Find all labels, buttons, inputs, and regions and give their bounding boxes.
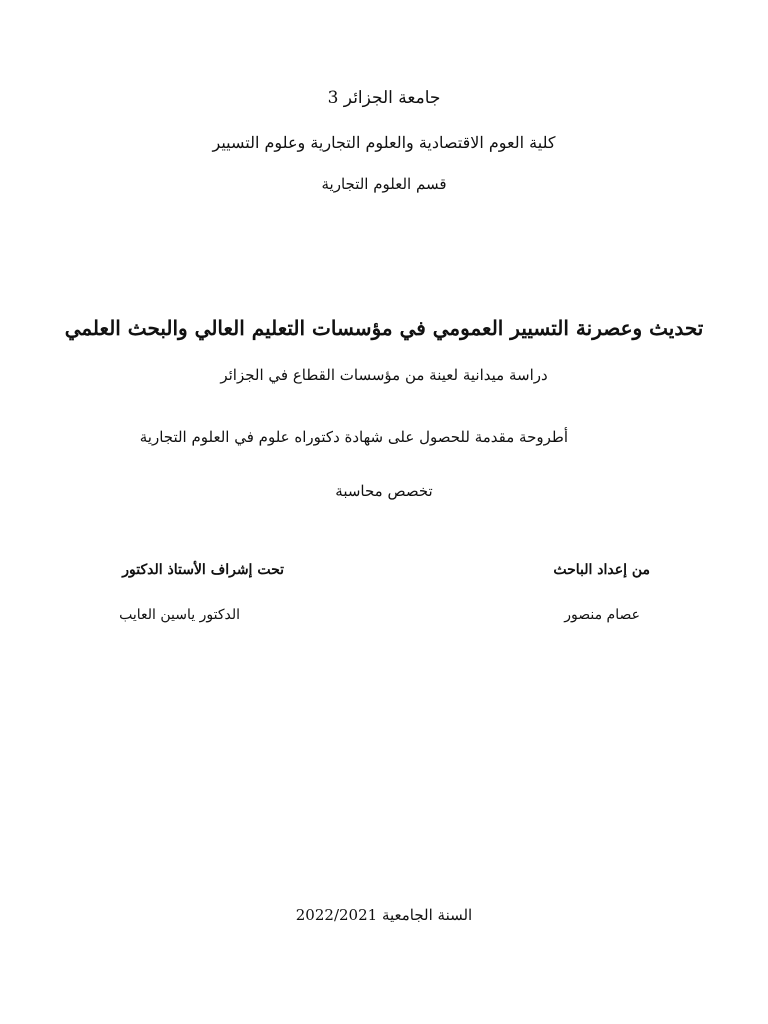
academic-year: السنة الجامعية 2022/2021: [295, 906, 473, 924]
thesis-title: تحديث وعصرنة التسيير العمومي في مؤسسات التعليم العالي والبحث العلمي: [64, 316, 704, 340]
university-name: جامعة الجزائر 3: [327, 88, 441, 108]
thesis-purpose: أطروحة مقدمة للحصول على شهادة دكتوراه علوم في العلوم التجارية: [139, 428, 568, 446]
supervisor-name: الدكتور ياسين العايب: [119, 607, 240, 623]
researcher-name: عصام منصور: [564, 607, 640, 623]
thesis-speciality: تخصص محاسبة: [335, 482, 433, 500]
department-name: قسم العلوم التجارية: [321, 175, 447, 193]
faculty-name: كلية العوم الاقتصادية والعلوم التجارية وعلوم التسيير: [212, 133, 556, 152]
prepared-by-label: من إعداد الباحث: [553, 562, 650, 578]
thesis-subtitle: دراسة ميدانية لعينة من مؤسسات القطاع في الجزائر: [220, 366, 548, 384]
supervision-label: تحت إشراف الأستاذ الدكتور: [122, 562, 284, 578]
